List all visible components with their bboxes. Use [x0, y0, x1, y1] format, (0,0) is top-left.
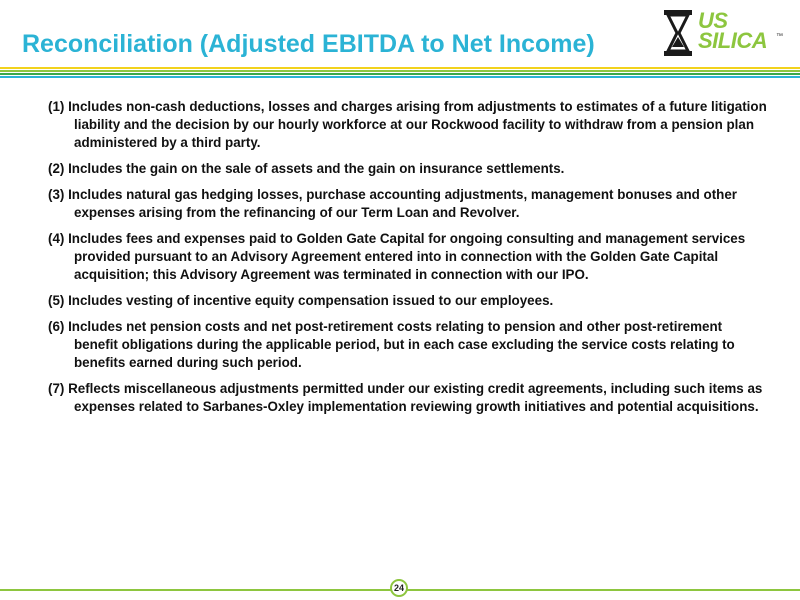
footnote-6: (6) Includes net pension costs and net post-retirement costs relating to pension and other post-retirement benefit obligations during the applicable period, but in each case excluding the service costs relating to benefits earned during such period.	[48, 319, 735, 370]
footnote-3: (3) Includes natural gas hedging losses, purchase accounting adjustments, management bonuses and other expenses arising from the refinancing of our Term Loan and Revolver.	[48, 187, 738, 220]
stripe-yellow	[0, 67, 800, 69]
logo-line-silica: SILICA	[698, 28, 768, 53]
stripe-blue	[0, 76, 800, 78]
page-title: Reconciliation (Adjusted EBITDA to Net Income)	[22, 30, 595, 58]
footnote-4: (4) Includes fees and expenses paid to Golden Gate Capital for ongoing consulting and management services provided pursuant to an Advisory Agreement entered into in connection with the Golden Gate Capital acquisition; this Advisory Agreement was terminated in connection with our IPO.	[48, 231, 746, 282]
logo-wordmark	[698, 8, 768, 53]
page-number-badge: 24	[390, 579, 408, 597]
trademark-symbol: ™	[776, 33, 783, 40]
footnote-5: (5) Includes vesting of incentive equity compensation issued to our employees.	[48, 293, 554, 308]
header-stripes	[0, 67, 800, 79]
stripe-light-green	[0, 70, 800, 72]
logo-line-us: US	[698, 8, 728, 33]
footnote-2: (2) Includes the gain on the sale of assets and the gain on insurance settlements.	[48, 161, 565, 176]
footnote-7: (7) Reflects miscellaneous adjustments permitted under our existing credit agreements, including such items as expenses related to Sarbanes-Oxley implementation reviewing growth initiatives and potential acquisitions.	[48, 381, 763, 414]
footnote-1: (1) Includes non-cash deductions, losses and charges arising from adjustments to estimates of a future litigation liability and the decision by our hourly workforce at our Rockwood facility to withdraw from a pension plan administered by a third party.	[48, 99, 767, 150]
footnotes-list	[48, 98, 768, 424]
stripe-green	[0, 73, 800, 75]
hourglass-icon	[662, 10, 694, 56]
us-silica-logo	[662, 8, 792, 58]
